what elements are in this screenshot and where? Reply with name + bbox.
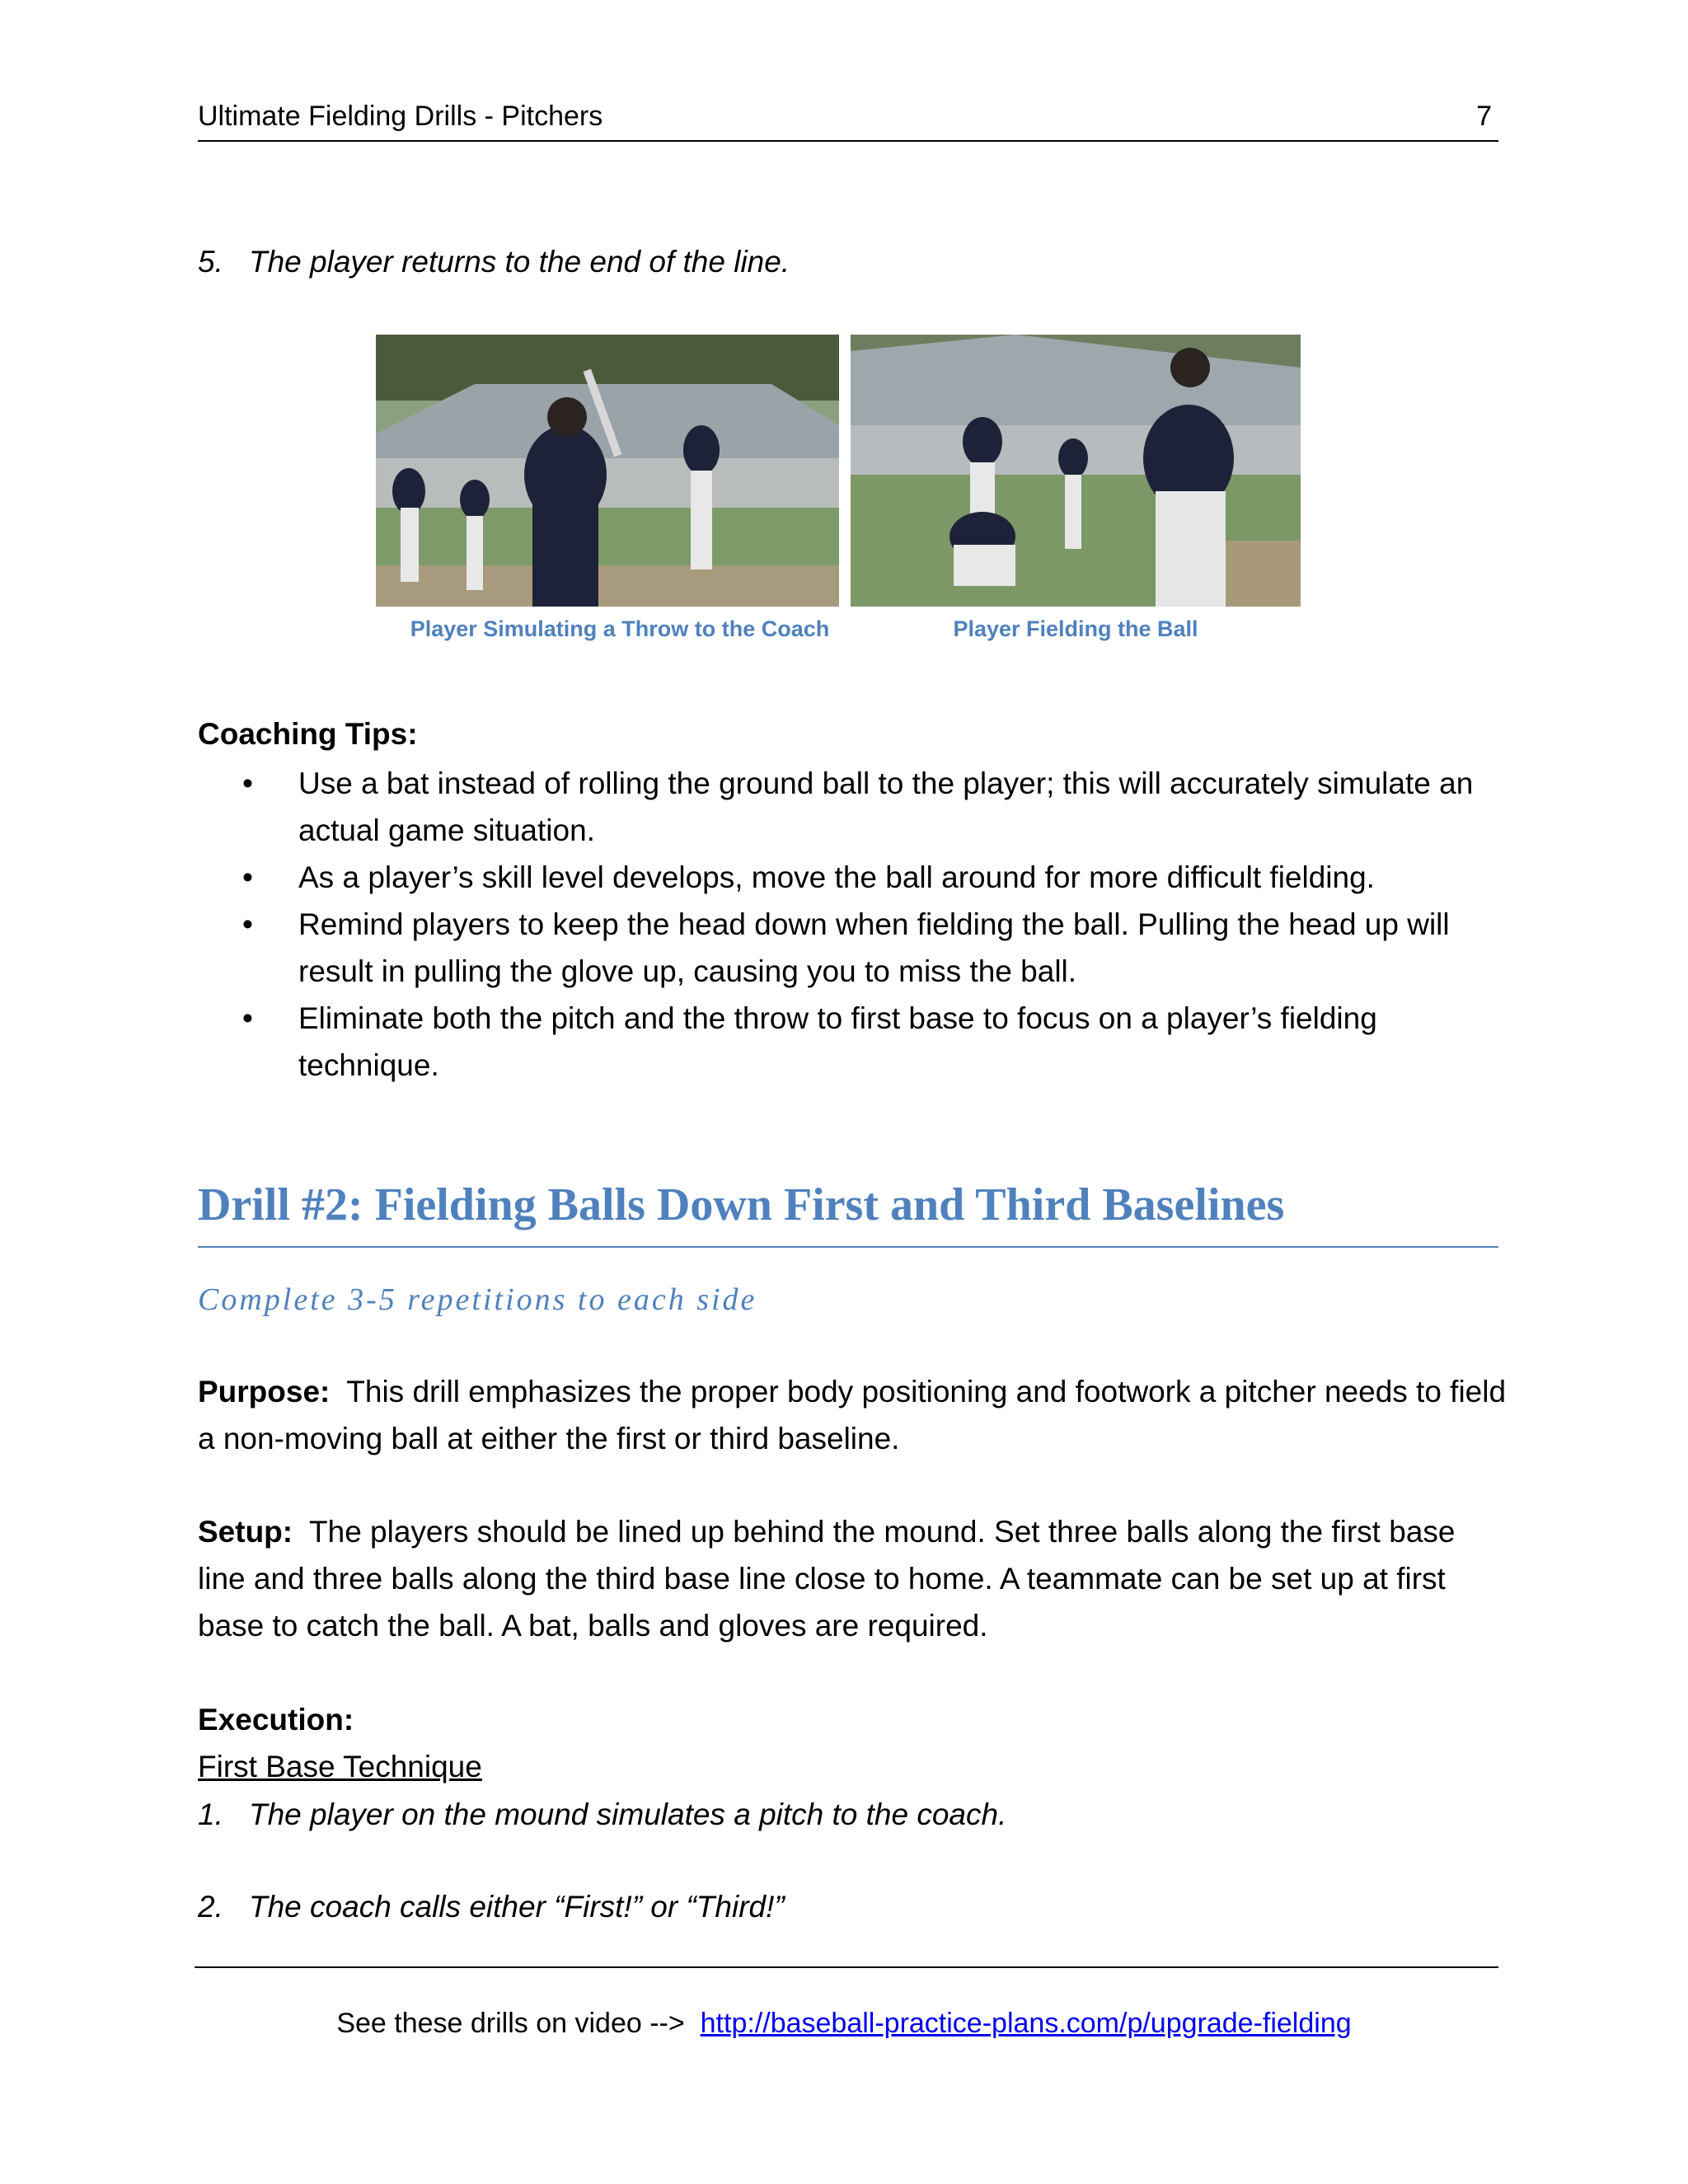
photo-caption-1: Player Simulating a Throw to the Coach: [410, 616, 830, 641]
photo-caption-2: Player Fielding the Ball: [953, 616, 1198, 641]
execution-step-2: [198, 1887, 785, 1927]
list-item-text: Eliminate both the pitch and the throw to first base to focus on a player’s fielding technique.: [298, 1001, 1377, 1082]
list-item-text: Use a bat instead of rolling the ground ball to the player; this will accurately simulate an actual game situation.: [298, 766, 1474, 847]
footer-text: See these drills on video -->: [336, 2008, 685, 2039]
coaching-tips-list: [198, 760, 1517, 1089]
drill-subtitle: Complete 3-5 repetitions to each side: [198, 1282, 757, 1317]
step-5: [198, 242, 790, 282]
step-text: The player returns to the end of the line.: [249, 245, 790, 279]
photo-throw-to-coach-image: [376, 335, 839, 607]
bullet-icon: •: [242, 1001, 253, 1035]
photo-fielding-ball: [851, 335, 1301, 607]
step-number: 5.: [198, 245, 223, 279]
step-number: 1.: [198, 1797, 223, 1831]
photo-throw-to-coach: [376, 335, 839, 607]
footer-divider: [195, 1966, 1498, 1968]
bullet-icon: •: [242, 860, 253, 894]
list-item: [198, 995, 1517, 1089]
step-text: The player on the mound simulates a pitch to the coach.: [249, 1797, 1007, 1831]
bullet-icon: •: [242, 907, 253, 941]
page-number: 7: [1476, 101, 1492, 132]
list-item-text: As a player’s skill level develops, move the ball around for more difficult fielding.: [298, 860, 1375, 894]
step-text: The coach calls either “First!” or “Third!”: [249, 1890, 785, 1924]
list-item-text: Remind players to keep the head down when fielding the ball. Pulling the head up will result in pulling the glove up, causing you to miss the ball.: [298, 907, 1450, 988]
technique-heading: First Base Technique: [198, 1750, 482, 1783]
photo-fielding-ball-image: [851, 335, 1301, 607]
setup-paragraph: [198, 1508, 1508, 1649]
purpose-text: This drill emphasizes the proper body positioning and footwork a pitcher needs to field a non-moving ball at either the first or third baseline.: [198, 1375, 1507, 1455]
page-header: [198, 97, 1498, 142]
setup-label: Setup:: [198, 1515, 293, 1549]
drill-title: Drill #2: Fielding Balls Down First and Third Baselines: [198, 1179, 1498, 1248]
list-item: [198, 854, 1517, 901]
setup-text: The players should be lined up behind the mound. Set three balls along the first base line and three balls along the third base line close to home. A teammate can be set up at first base to catch the ball. A bat, balls and gloves are required.: [198, 1515, 1456, 1643]
purpose-label: Purpose:: [198, 1375, 331, 1408]
list-item: [198, 901, 1517, 995]
coaching-tips-heading: Coaching Tips:: [198, 717, 418, 751]
purpose-paragraph: [198, 1368, 1508, 1462]
video-link[interactable]: http://baseball-practice-plans.com/p/upgrade-fielding: [700, 2008, 1352, 2039]
execution-step-1: [198, 1795, 1006, 1835]
step-number: 2.: [198, 1890, 223, 1924]
header-title: Ultimate Fielding Drills - Pitchers: [198, 101, 603, 132]
page-footer: [0, 2008, 1688, 2040]
list-item: [198, 760, 1517, 854]
bullet-icon: •: [242, 766, 253, 800]
execution-heading: Execution:: [198, 1703, 354, 1736]
